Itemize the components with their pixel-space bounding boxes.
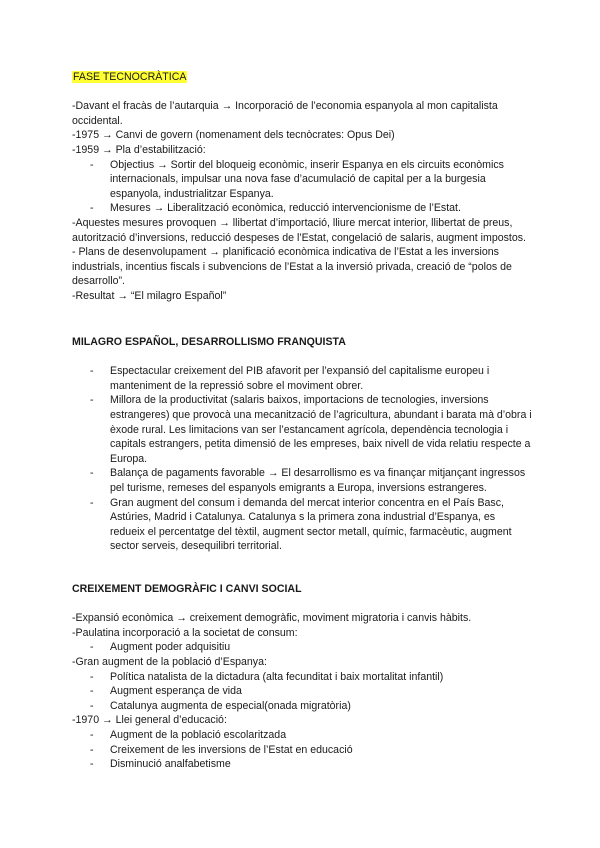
- text-line: -1970 → Llei general d’educació:: [72, 714, 227, 727]
- text-line: -1959 → Pla d’estabilització:: [72, 143, 206, 156]
- text-line: -Resultat → “El milagro Español”: [72, 289, 227, 302]
- list-item: - Gran augment del consum i demanda del mercat interior concentra en el País Basc, Astúries, Madrid i Catalunya. Catalunya s la primera zona industrial d’Espanya, es redueix el percentatge del tèxtil, augment sector metall, químic, farmacèutic, augment sector serveis, desequilibri territorial.: [72, 496, 532, 554]
- text-line: - Plans de desenvolupament → planificació econòmica indicativa de l’Estat a les inversions industrials, incentius fiscals i subvencions de l’Estat a la inversió privada, creació de “polos de desarrollo”.: [72, 246, 512, 288]
- text-line: -Gran augment de la població d’Espanya:: [72, 655, 267, 668]
- list-item: - Augment esperança de vida: [72, 684, 532, 699]
- list-item: - Augment poder adquisitiu: [72, 640, 532, 655]
- list-item: - Creixement de les inversions de l’Estat en educació: [72, 743, 532, 758]
- list-item: - Balança de pagaments favorable → El desarrollismo es va finançar mitjançant ingressos pel turisme, remeses del espanyols emigrants a Europa, inversions estrangeres.: [72, 466, 532, 495]
- list-item: - Millora de la productivitat (salaris baixos, importacions de tecnologies, inversions estrangeres) que provocà una mecanització de l’agricultura, abundant i barata mà d’obra i èxode rural. Les limitacions van ser l’estancament agrícola, dependència tecnologia i capitals estrangers, petita dimensió de les empreses, baix nivell de vida relatiu respecte a Europa.: [72, 393, 532, 466]
- text-line: -1975 → Canvi de govern (nomenament dels tecnòcrates: Opus Dei): [72, 129, 395, 142]
- section-milagro-espanol: [72, 335, 532, 554]
- list-item: - Disminució analfabetisme: [72, 757, 532, 772]
- section-title: CREIXEMENT DEMOGRÀFIC I CANVI SOCIAL: [72, 583, 302, 595]
- section-title: MILAGRO ESPAÑOL, DESARROLLISMO FRANQUISTA: [72, 336, 346, 348]
- list-item: - Mesures → Liberalització econòmica, reducció intervencionisme de l’Estat.: [72, 201, 532, 216]
- text-line: -Expansió econòmica → creixement demogràfic, moviment migratoria i canvis hàbits.: [72, 612, 472, 625]
- section-title-highlighted: FASE TECNOCRÀTICA: [73, 71, 187, 83]
- text-line: -Aquestes mesures provoquen → llibertat d’importació, lliure mercat interior, llibertat de preus, autorització d’inversions, reducció despeses de l’Estat, congelació de salaris, augment impostos.: [72, 216, 527, 244]
- list-item: - Catalunya augmenta de especial(onada migratòria): [72, 699, 532, 714]
- text-line: -Davant el fracàs de l’autarquia → Incorporació de l’economia espanyola al mon capitalista occidental.: [72, 100, 498, 127]
- section-fase-tecnocratica: [72, 70, 532, 304]
- text-line: -Paulatina incorporació a la societat de consum:: [72, 626, 298, 639]
- section-creixement-demografic: [72, 582, 532, 772]
- list-item: - Espectacular creixement del PIB afavorit per l’expansió del capitalisme europeu i manteniment de la repressió sobre el moviment obrer.: [72, 364, 532, 393]
- list-item: - Política natalista de la dictadura (alta fecunditat i baix mortalitat infantil): [72, 670, 532, 685]
- list-item: - Objectius → Sortir del bloqueig econòmic, inserir Espanya en els circuits econòmics internacionals, impulsar una nova fase d’acumulació de capital per a la burgesia espanyola, industrialitzar Espanya.: [72, 158, 532, 202]
- list-item: - Augment de la població escolaritzada: [72, 728, 532, 743]
